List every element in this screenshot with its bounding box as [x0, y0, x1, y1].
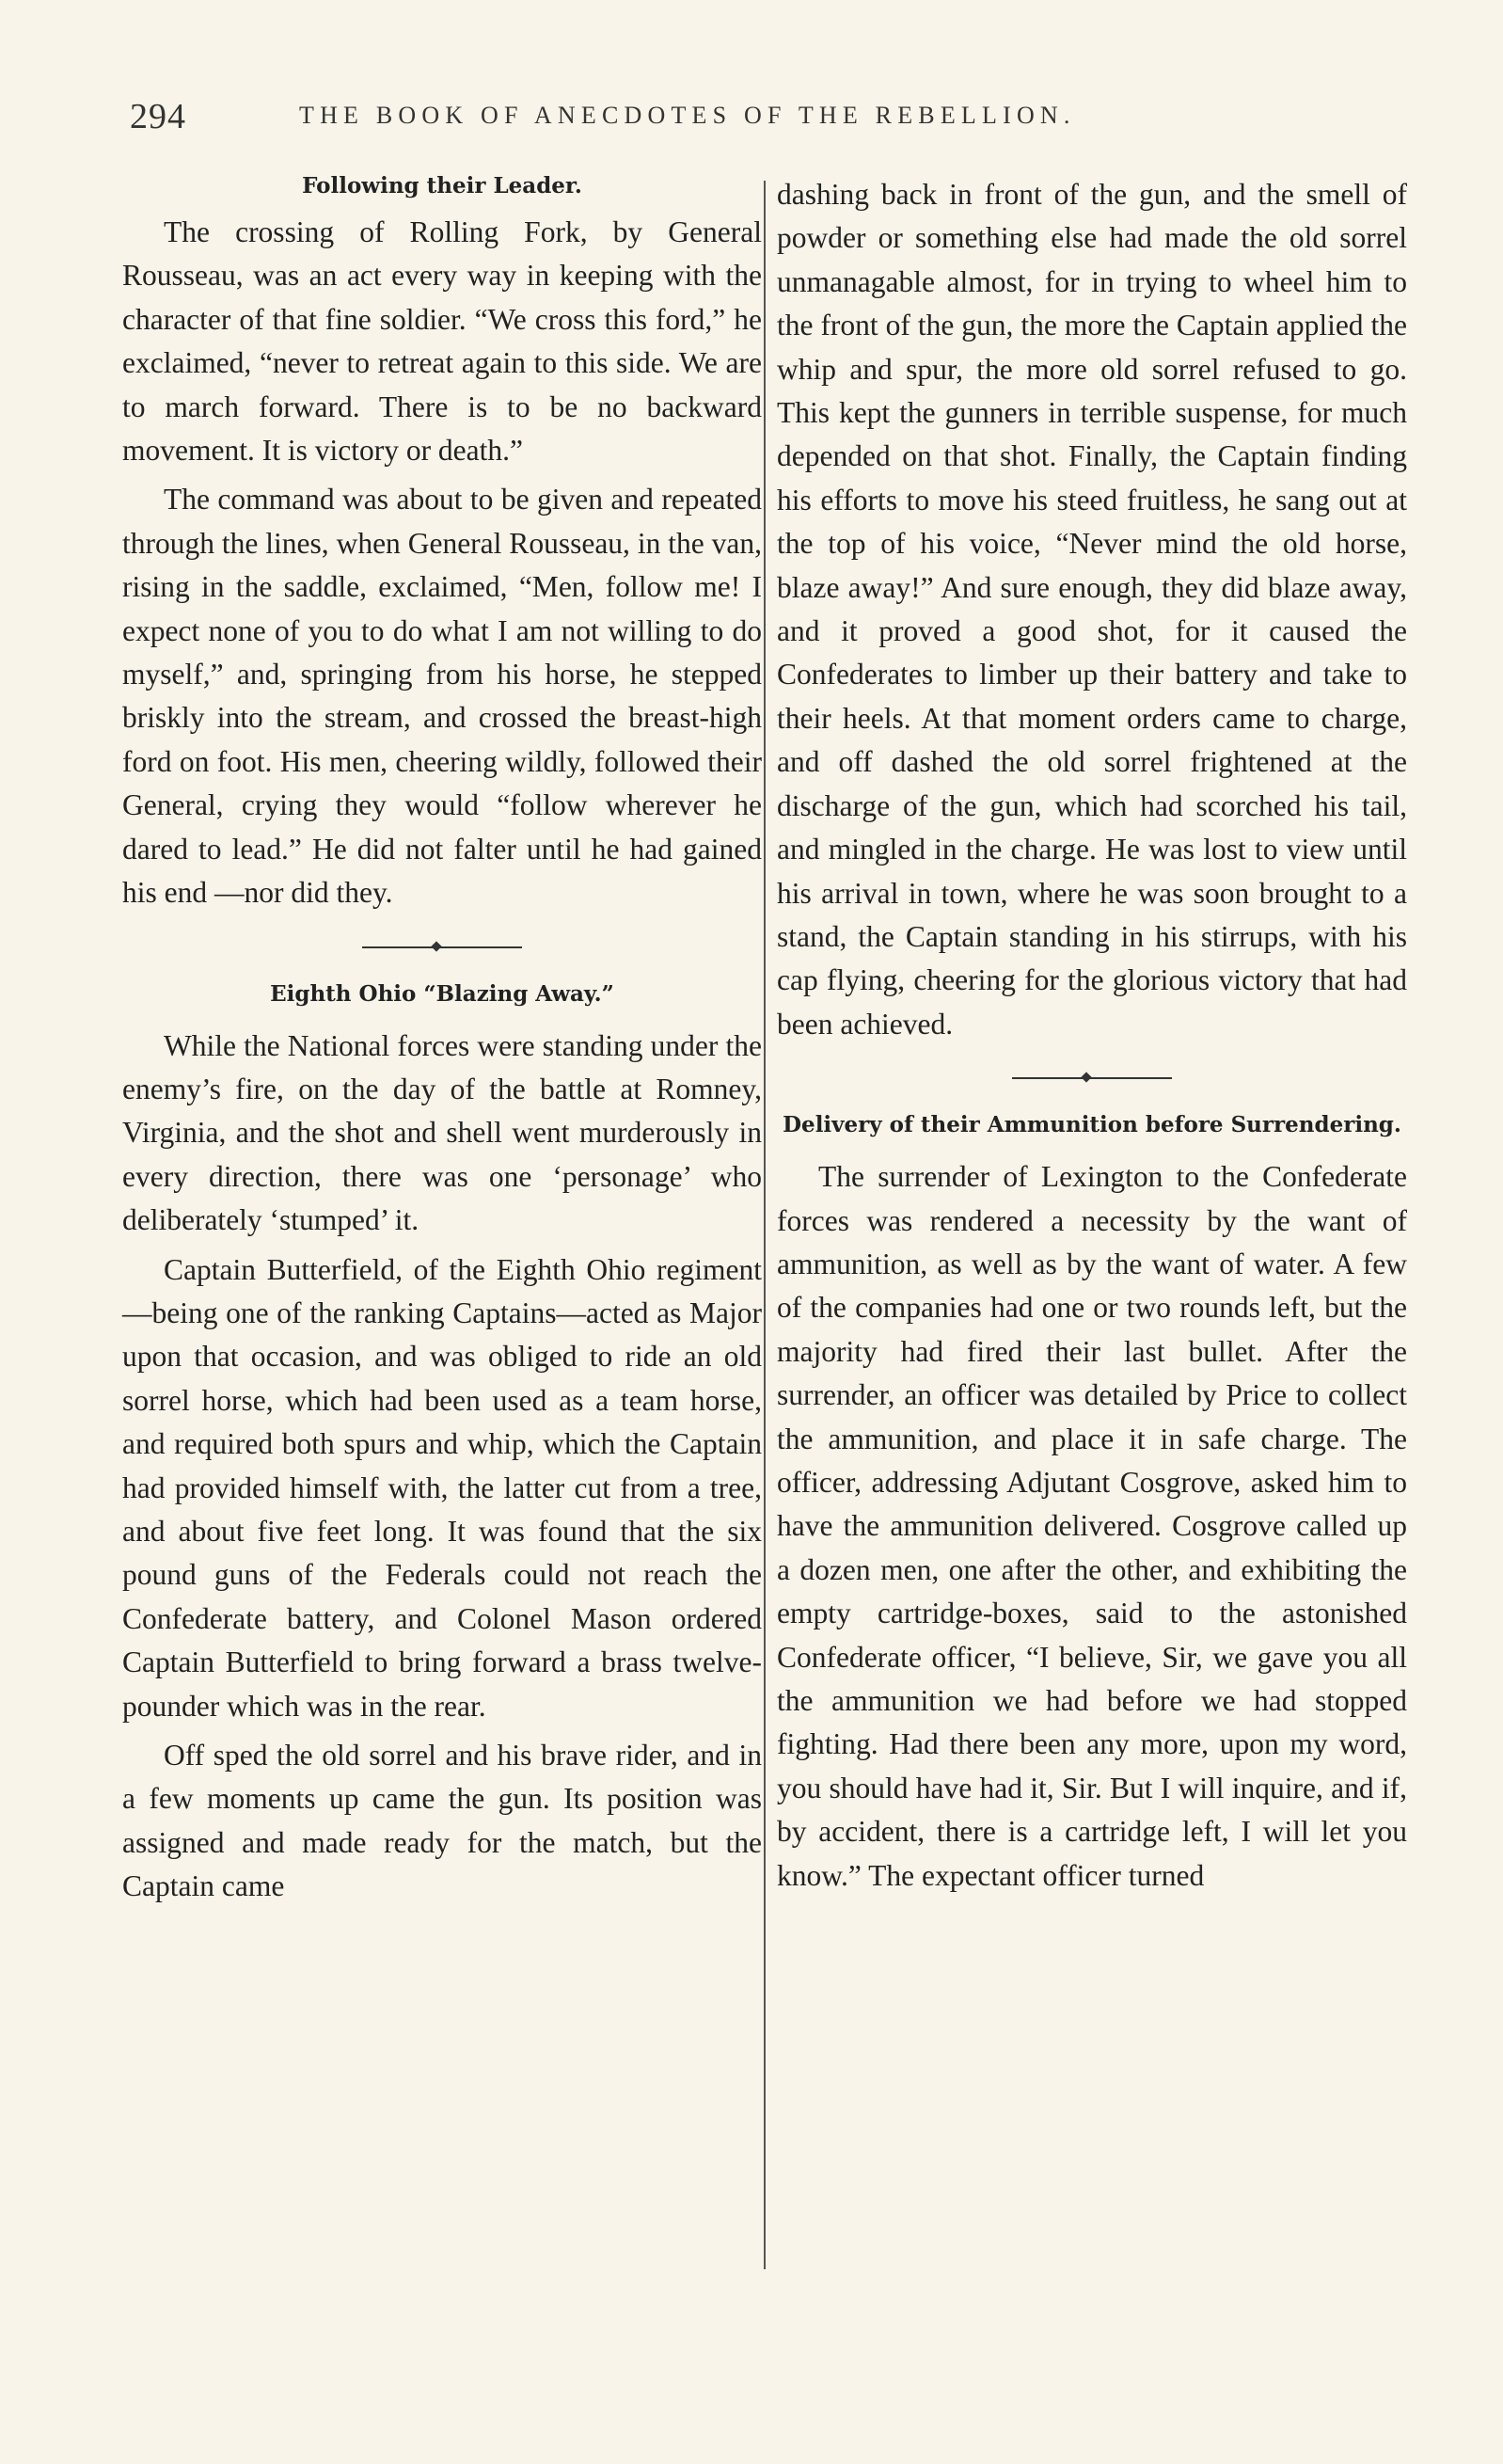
paragraph: The command was about to be given and repeated through the lines, when General Rousseau, in the van, rising in the saddle, exclaimed, “Men, follow me! I expect none of you to do what I am not willing to do myself,” and, springing from his horse, he stepped briskly into the stream, and crossed the breast-high ford on foot. His men, cheering wildly, followed their General, crying they would “follow wherever he dared to lead.” He did not falter until he had gained his end —nor did they.: [122, 483, 762, 910]
page-number: 294: [130, 97, 186, 136]
right-column: [777, 173, 1407, 1898]
paragraph: Captain Butterfield, of the Eighth Ohio regiment—being one of the ranking Captains—acted as Major upon that occasion, and was obliged to ride an old sorrel horse, which had been used as a team horse, and required both spurs and whip, which the Captain had provided himself with, the latter cut from a tree, and about five feet long. It was found that the six pound guns of the Federals could not reach the Confederate battery, and Colonel Mason ordered Captain Butterfield to bring forward a brass twelve-pounder which was in the rear.: [122, 1252, 762, 1723]
section-heading-delivery-of-ammunition: Delivery of their Ammunition before Surrendering.: [783, 1112, 1401, 1138]
paragraph: The crossing of Rolling Fork, by General Rousseau, was an act every way in keeping with the character of that fine soldier. “We cross this ford,” he exclaimed, “never to retreat again to this side. We are to march forward. There is to be no backward movement. It is victory or death.”: [122, 215, 762, 468]
running-head: [130, 96, 1390, 137]
paragraph-continued: dashing back in front of the gun, and the smell of powder or something else had made the old sorrel unmanagable almost, for in trying to wheel him to the front of the gun, the more the Captain applied the whip and spur, the more old sorrel refused to go. This kept the gunners in terrible suspense, for much depended on that shot. Finally, the Captain finding his efforts to move his steed fruitless, he sang out at the top of his voice, “Never mind the old horse, blaze away!” And sure enough, they did blaze away, and it proved a good shot, for it caused the Confederates to limber up their battery and take to their heels. At that moment orders came to charge, and off dashed the old sorrel frightened at the discharge of the gun, which had scorched his tail, and mingled in the charge. He was lost to view until his arrival in town, where he was soon brought to a stand, the Captain standing in his stirrups, with his cap flying, cheering for the glorious victory that had been achieved.: [777, 178, 1407, 1041]
paragraph: While the National forces were standing under the enemy’s fire, on the day of the battle at Romney, Virginia, and the shot and shell went murderously in every direction, there was one ‘personage’ who deliberately ‘stumped’ it.: [122, 1028, 762, 1237]
section-divider: [362, 942, 522, 953]
section-heading-eighth-ohio: Eighth Ohio “Blazing Away.”: [270, 980, 614, 1007]
section-heading-following-their-leader: Following their Leader.: [302, 173, 582, 199]
paragraph: The surrender of Lexington to the Confederate forces was rendered a necessity by the want of ammunition, as well as by the want of water. A few of the companies had one or two rounds left, but the majority had fired their last bullet. After the surrender, an officer was detailed by Price to collect the ammunition, and place it in safe charge. The officer, addressing Adjutant Cosgrove, asked him to have the ammunition delivered. Cosgrove called up a dozen men, one after the other, and exhibiting the empty cartridge-boxes, said to the astonished Confederate officer, “I believe, Sir, we gave you all the ammunition we had before we had stopped fighting. Had there been any more, upon my word, you should have had it, Sir. But I will inquire, and if, by accident, there is a cartridge left, I will let you know.” The expectant officer turned: [777, 1160, 1407, 1892]
section-divider: [1012, 1073, 1172, 1084]
book-title: THE BOOK OF ANECDOTES OF THE REBELLION.: [299, 102, 1076, 129]
divider-ornament-icon: [431, 941, 441, 951]
paragraph: Off sped the old sorrel and his brave rider, and in a few moments up came the gun. Its position was assigned and made ready for the match, but the Captain came: [122, 1739, 762, 1903]
left-column: [122, 173, 762, 1909]
divider-ornament-icon: [1081, 1072, 1091, 1082]
column-divider: [764, 181, 766, 2269]
